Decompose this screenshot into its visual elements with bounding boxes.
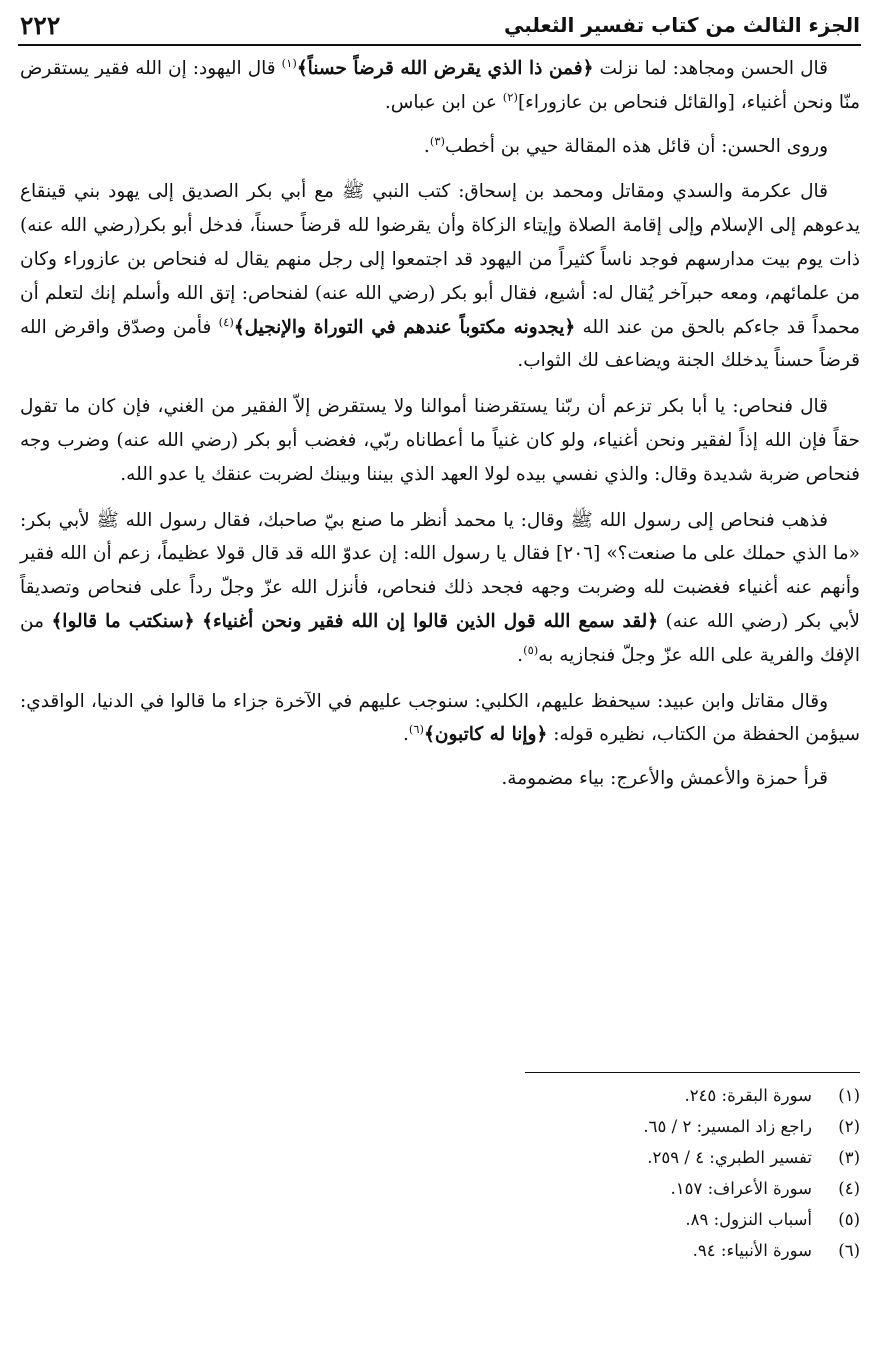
footnote-ref: (٣) [429, 133, 445, 148]
paragraph-3 [20, 175, 860, 378]
page-header [20, 8, 860, 42]
footnote-text: راجع زاد المسير: ٢ / ٦٥. [643, 1117, 812, 1136]
footnote-ref: (٤) [218, 314, 234, 329]
text-run: من الإفك والفرية على الله عزّ وجلّ فنجازيه به [20, 610, 860, 666]
paragraph-5 [20, 504, 860, 673]
footnote-ref: (١) [281, 55, 297, 70]
text-run: . [402, 724, 409, 746]
footnote-item [420, 1235, 860, 1266]
quran-quote: ﴿يجدونه مكتوباً عندهم في التوراة والإنجيل﴾ [233, 316, 576, 338]
paragraph-4 [20, 390, 860, 491]
text-run: قال عكرمة والسدي ومقاتل ومحمد بن إسحاق: كتب النبي ﷺ مع أبي بكر الصديق إلى يهود بني قينقاع يدعوهم إلى الإسلام وإلى إقامة الصلاة وإيتاء الزكاة وأن يقرضوا لله قرضاً حسناً، فدخل أبو بكر(رضي الله عنه) ذات يوم بيت مدارسهم فوجد ناساً كثيراً من اليهود قد اجتمعوا إلى رجل منهم يقال له فنحاص بن عازوراء وكان من علمائهم، ومعه حبرآخر يُقال له: أشيع، فقال أبو بكر (رضي الله عنه) لفنحاص: إتق الله وأسلم إنك لتعلم أن محمداً قد جاءكم بالحق من عند الله [20, 181, 860, 338]
text-run: وروى الحسن: أن قائل هذه المقالة حيي بن أخطب [445, 135, 828, 157]
footnote-ref: (٥) [523, 642, 539, 657]
text-run: قال اليهود: إن الله فقير يستقرض منّا ونحن أغنياء، [والقائل فنحاص بن عازوراء] [20, 58, 860, 113]
footnote-divider [525, 1072, 860, 1073]
text-run: . [423, 135, 430, 157]
text-run: قرأ حمزة والأعمش والأعرج: بياء مضمومة. [501, 768, 828, 790]
text-run: فذهب فنحاص إلى رسول الله ﷺ وقال: يا محمد أنظر ما صنع بيّ صاحبك، فقال رسول الله ﷺ لأبي بكر: «ما الذي حملك على ما صنعت؟» [٢٠٦] فقال يا رسول الله: إن عدوّ الله قد قال قولا عظيماً، زعم أن الله فقير وأنهم عنه أغنياء فغضبت لله وضربت وجهه فجحد ذلك فنحاص، فأنزل الله عزّ وجلّ رداً على فنحاص وتصديقاً لأبي بكر (رضي الله عنه) [20, 509, 860, 632]
running-title: الجزء الثالث من كتاب تفسير الثعلبي [503, 13, 860, 37]
paragraph-1 [20, 52, 860, 120]
paragraph-6 [20, 685, 860, 753]
text-run: فأمن وصدّق واقرض الله قرضاً حسناً يدخلك الجنة ويضاعف لك الثواب. [20, 316, 860, 372]
quran-quote: ﴿لقد سمع الله قول الذين قالوا إن الله فقير ونحن أغنياء﴾ [202, 610, 659, 632]
footnote-item [420, 1080, 860, 1111]
footnote-item [420, 1173, 860, 1204]
paragraph-2 [20, 130, 860, 164]
footnote-text: سورة الأنبياء: ٩٤. [692, 1241, 812, 1260]
page-number: ٢٢٢ [20, 10, 61, 40]
footnote-text: أسباب النزول: ٨٩. [685, 1210, 812, 1229]
footnote-ref: (٦) [408, 722, 425, 737]
quran-quote: ﴿فمن ذا الذي يقرض الله قرضاً حسناً﴾ [296, 58, 594, 79]
footnote-number: (٢) [838, 1117, 860, 1136]
footnote-ref: (٢) [502, 89, 518, 104]
text-run [195, 611, 202, 632]
footnote-text: سورة البقرة: ٢٤٥. [684, 1086, 812, 1105]
footnote-number: (٥) [838, 1210, 860, 1229]
footnote-text: سورة الأعراف: ١٥٧. [670, 1179, 812, 1198]
header-divider [18, 44, 861, 46]
footnote-text: تفسير الطبري: ٤ / ٢٥٩. [647, 1148, 812, 1167]
text-run: قال فنحاص: يا أبا بكر تزعم أن ربّنا يستقرضنا أموالنا ولا يستقرض إلاّ الفقير من الغني، فإن كان ما تقول حقاً فإن الله إذاً لفقير ونحن أغنياء، ولو كان غنياً ما أعطاناه ربّي، فغضب أبو بكر (رضي الله عنه) وضرب وجه فنحاص ضربة شديدة وقال: والذي نفسي بيده لولا العهد الذي بيننا وبينك لضربت عنقك يا عدو الله. [20, 396, 860, 485]
footnote-item [420, 1204, 860, 1235]
footnote-number: (٣) [838, 1148, 860, 1167]
footnote-item [420, 1142, 860, 1173]
paragraph-7 [20, 762, 860, 796]
text-run: . [517, 644, 524, 666]
footnote-number: (٤) [838, 1179, 860, 1198]
main-text [20, 52, 860, 808]
footnote-number: (١) [838, 1086, 860, 1105]
text-run: عن ابن عباس. [384, 91, 503, 113]
quran-quote: ﴿وإنا له كاتبون﴾ [424, 724, 548, 746]
footnotes [420, 1080, 860, 1266]
text-run: قال الحسن ومجاهد: لما نزلت [593, 58, 828, 79]
quran-quote: ﴿سنكتب ما قالوا﴾ [51, 610, 195, 632]
footnote-number: (٦) [838, 1241, 860, 1260]
footnote-item [420, 1111, 860, 1142]
text-run: وقال مقاتل وابن عبيد: سيحفظ عليهم، الكلبي: سنوجب عليهم في الآخرة جزاء ما قالوا في الدنيا، الواقدي: سيؤمن الحفظة من الكتاب، نظيره قوله: [20, 690, 860, 746]
